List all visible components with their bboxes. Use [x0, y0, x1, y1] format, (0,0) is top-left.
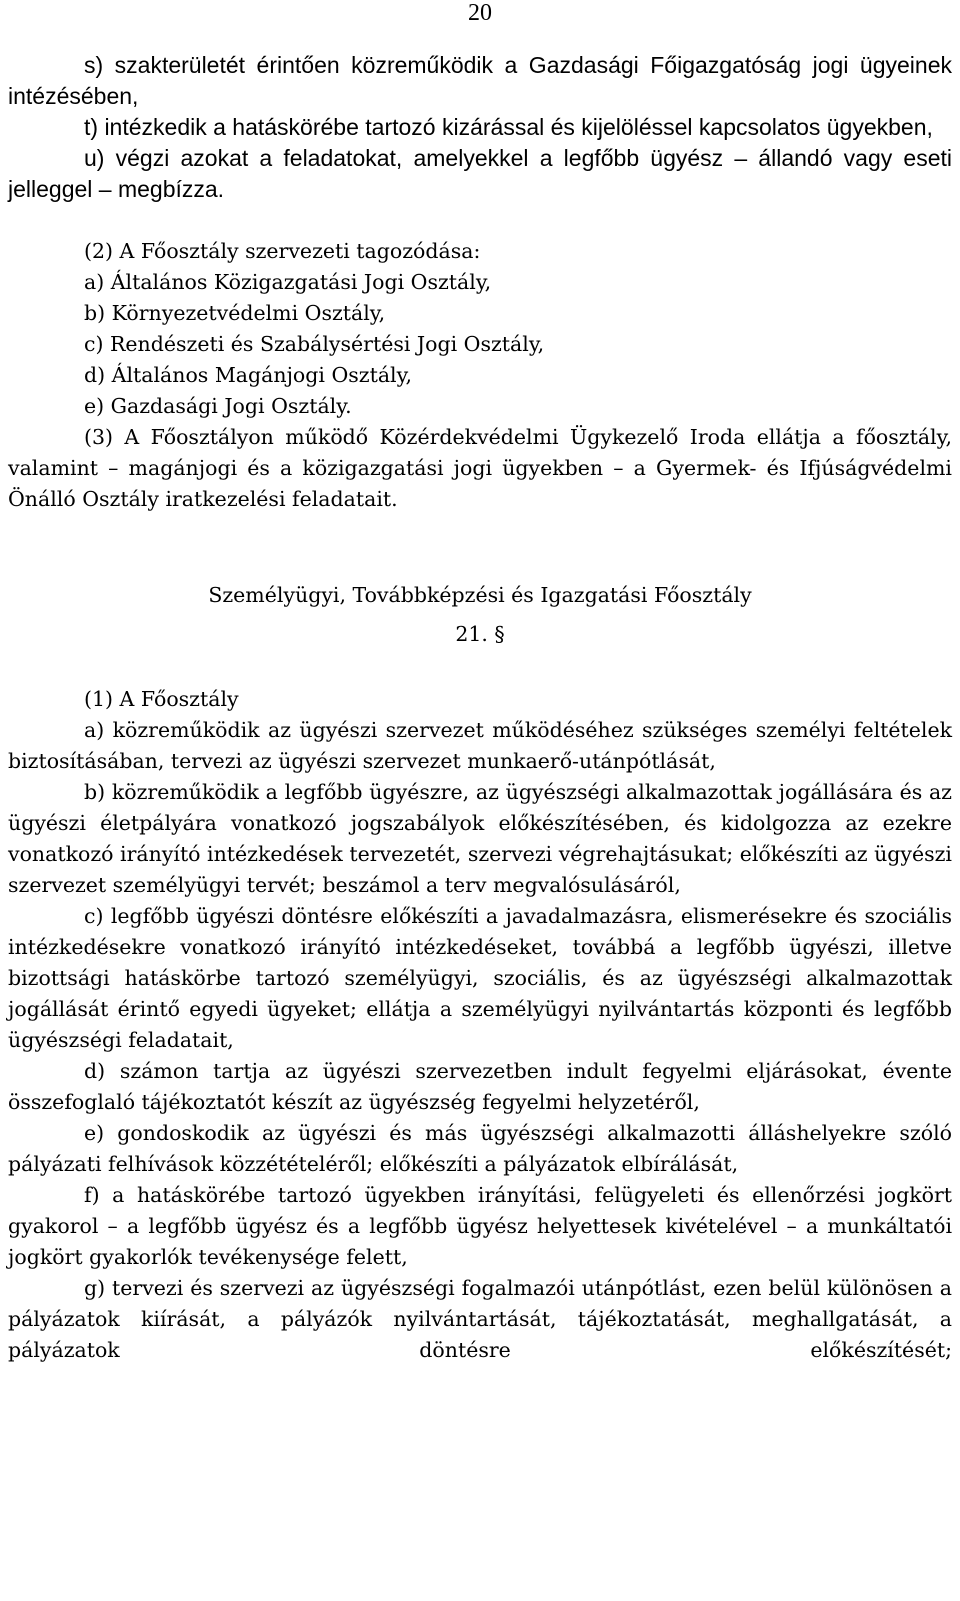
list-item-a: a) közreműködik az ügyészi szervezet működéséhez szükséges személyi feltételek biztosításában, tervezi az ügyészi szervezet munkaerő-utánpótlását,	[8, 718, 952, 773]
list-item-s: s) szakterületét érintően közreműködik a Gazdasági Főigazgatóság jogi ügyeinek intézésében,	[8, 52, 952, 109]
list-item-b: b) Környezetvédelmi Osztály,	[84, 301, 386, 325]
list-item-t: t) intézkedik a hatáskörébe tartozó kizárással és kijelöléssel kapcsolatos ügyekben,	[84, 114, 933, 140]
list-item-e: e) gondoskodik az ügyészi és más ügyészségi alkalmazotti álláshelyekre szóló pályázati felhívások közzétételéről; előkészíti a pályázatok elbírálását,	[8, 1121, 952, 1176]
section-b	[8, 236, 952, 1366]
list-item-e: e) Gazdasági Jogi Osztály.	[84, 394, 352, 418]
list-item-b: b) közreműködik a legfőbb ügyészre, az ügyészségi alkalmazottak jogállására és az ügyészi életpályára vonatkozó jogszabályok előkészítésében, és kidolgozza az ezekre vonatkozó irányító intézkedések tervezetét, szervezi végrehajtásukat; előkészíti az ügyészi szervezet személyügyi tervét; beszámol a terv megvalósulásáról,	[8, 780, 952, 897]
list-item-u: u) végzi azokat a feladatokat, amelyekkel a legfőbb ügyész – állandó vagy eseti jelleggel – megbízza.	[8, 145, 952, 202]
section-a-list	[8, 50, 952, 205]
page-number: 20	[468, 0, 492, 26]
paragraph-1-intro: (1) A Főosztály	[84, 687, 239, 711]
paragraph-2-intro: (2) A Főosztály szervezeti tagozódása:	[84, 239, 481, 263]
list-item-c: c) Rendészeti és Szabálysértési Jogi Osztály,	[84, 332, 545, 356]
list-item-c: c) legfőbb ügyészi döntésre előkészíti a javadalmazásra, elismerésekre és szociális intézkedésekre vonatkozó irányító intézkedéseket, továbbá a legfőbb ügyészi, illetve bizottsági hatáskörbe tartozó személyügyi, szociális, és az ügyészségi alkalmazottak jogállását érintő egyedi ügyeket; ellátja a személyügyi nyilvántartás központi és legfőbb ügyészségi feladatait,	[8, 904, 952, 1052]
list-item-g: g) tervezi és szervezi az ügyészségi fogalmazói utánpótlást, ezen belül különösen a pályázatok kiírását, a pályázók nyilvántartását, tájékoztatását, meghallgatását, a pályázatok döntésre előkészítését;	[8, 1276, 952, 1362]
list-item-d: d) számon tartja az ügyészi szervezetben indult fegyelmi eljárásokat, évente összefoglaló tájékoztatót készít az ügyészség fegyelmi helyzetéről,	[8, 1059, 952, 1114]
section-heading: Személyügyi, Továbbképzési és Igazgatási Főosztály	[208, 583, 752, 607]
spacer	[8, 515, 952, 580]
section-number: 21. §	[455, 622, 505, 646]
spacer	[8, 611, 952, 619]
list-item-a: a) Általános Közigazgatási Jogi Osztály,	[84, 270, 492, 294]
paragraph-3: (3) A Főosztályon működő Közérdekvédelmi Ügykezelő Iroda ellátja a főosztály, valamint – magánjogi és a közigazgatási jogi ügyekben – a Gyermek- és Ifjúságvédelmi Önálló Osztály iratkezelési feladatait.	[8, 425, 952, 511]
spacer	[8, 650, 952, 684]
list-item-d: d) Általános Magánjogi Osztály,	[84, 363, 412, 387]
list-item-f: f) a hatáskörébe tartozó ügyekben irányítási, felügyeleti és ellenőrzési jogkört gyakorol – a legfőbb ügyész és a legfőbb ügyész helyettesek kivételével – a munkáltatói jogkört gyakorlók tevékenysége felett,	[8, 1183, 952, 1269]
